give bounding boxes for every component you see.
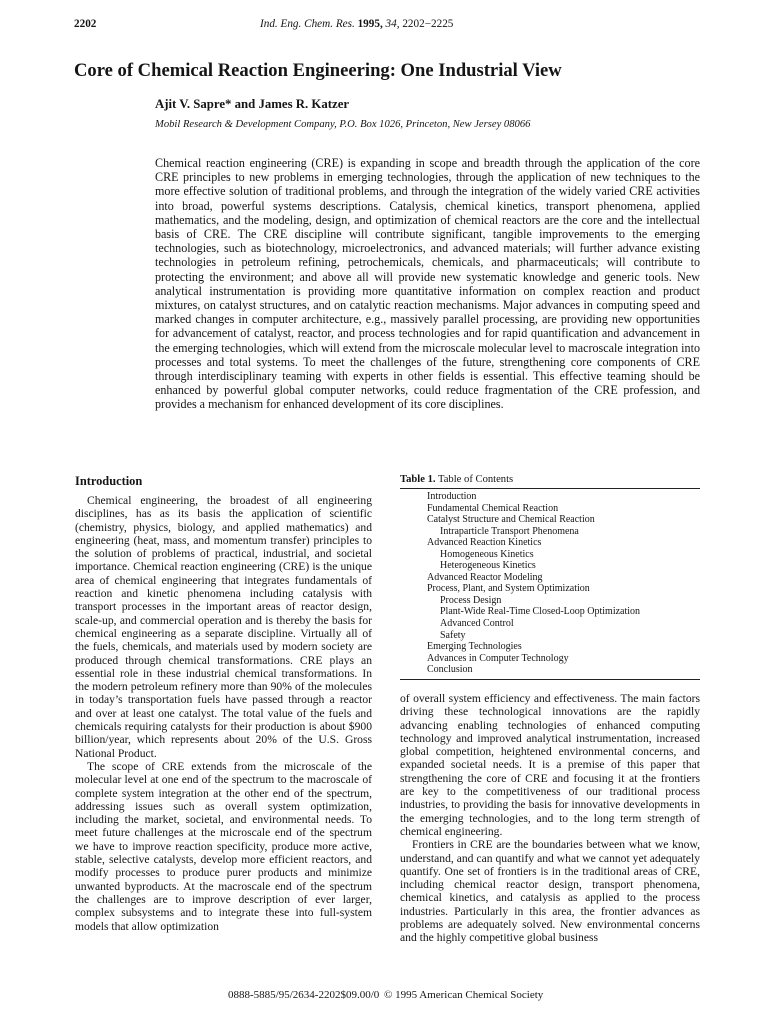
toc-entry: Process, Plant, and System Optimization <box>427 583 590 595</box>
toc-entry: Intraparticle Transport Phenomena <box>440 525 579 537</box>
article-code: 0888-5885/95/2634-2202$09.00/0 <box>228 989 380 1001</box>
right-paragraph-1: of overall system efficiency and effectiveness. The main factors driving these technological innovations are the rapidly advancing enabling technologies of enhanced computing technology and improved analytical instrumentation, increased global competition, heightened environmental concerns, and expanded societal needs. It is a premise of this paper that strengthening the core of CRE and focusing it at the frontiers are key to the competitiveness of our traditional process industries, to providing the basis for innovative developments in the emerging technologies, and to the long term strength of chemical engineering. <box>400 692 700 838</box>
toc-entry: Conclusion <box>427 664 473 676</box>
running-header <box>74 18 694 32</box>
authors: Ajit V. Sapre* and James R. Katzer <box>155 97 350 111</box>
journal-pages: 2202−2225 <box>402 18 454 30</box>
toc-entry: Heterogeneous Kinetics <box>440 560 536 572</box>
journal-volume: 34, <box>385 18 400 30</box>
journal-year: 1995, <box>357 18 383 30</box>
journal-name: Ind. Eng. Chem. Res. <box>260 18 355 30</box>
toc-entry: Advances in Computer Technology <box>427 652 569 664</box>
paper-title: Core of Chemical Reaction Engineering: One Industrial View <box>74 60 562 81</box>
abstract: Chemical reaction engineering (CRE) is expanding in scope and breadth through the application of the core CRE principles to new problems in emerging technologies, through the application of new techniques to the more effective solution of traditional problems, and through the integration of the widely varied CRE activities into broad, powerful systems descriptions. Catalysis, chemical kinetics, transport phenomena, applied mathematics, and the modeling, design, and optimization of chemical reactors are the core and the intellectual basis of CRE. The CRE discipline will contribute significant, tangible improvements to the emerging technologies, such as biotechnology, microelectronics, and advanced materials; will further advance existing technologies in petroleum refining, petrochemicals, chemicals, and pharmaceuticals; will contribute to protecting the environment; and above all will provide new systematic knowledge and generic tools. New analytical instrumentation is providing more quantitative information on complex reaction and product mixtures, on catalyst structures, and on catalytic reaction mechanisms. Major advances in computing speed and marked changes in computer architecture, e.g., massively parallel processing, are providing new opportunities for advancement of catalyst, reactor, and process technologies and for rapid quantification and advancement in the emerging technologies, which will extend from the microscale molecular level to macroscale integration into processes and total systems. To meet the challenges of the future, strengthening core components of CRE through interdisciplinary teaming with experts in other fields is essential. This effective teaming should be enhanced by powerful global computer networks, could reduce fragmentation of the CRE profession, and provides a mechanism for enhanced development of its core disciplines. <box>155 156 700 412</box>
toc-entry: Process Design <box>440 594 502 606</box>
left-column <box>75 494 372 933</box>
introduction-heading: Introduction <box>75 474 143 488</box>
journal-citation <box>260 18 453 30</box>
toc-entry: Advanced Reactor Modeling <box>427 571 543 583</box>
right-column <box>400 692 700 945</box>
toc-entry: Homogeneous Kinetics <box>440 548 534 560</box>
table-caption-text: Table of Contents <box>438 474 514 485</box>
toc-entry: Fundamental Chemical Reaction <box>427 502 559 514</box>
toc-entry: Advanced Control <box>440 618 514 630</box>
toc-entry: Plant-Wide Real-Time Closed-Loop Optimization <box>440 606 641 618</box>
toc-entry: Emerging Technologies <box>427 641 522 653</box>
toc-entry: Introduction <box>427 491 477 502</box>
toc-list <box>400 491 700 676</box>
affiliation: Mobil Research & Development Company, P.O. Box 1026, Princeton, New Jersey 08066 <box>155 119 531 130</box>
copyright: © 1995 American Chemical Society <box>384 989 544 1001</box>
intro-paragraph-2: The scope of CRE extends from the microscale of the molecular level at one end of the spectrum to the macroscale of complete system integration at the other end of the spectrum, addressing issues such as overall system optimization, including the market, societal, and environmental needs. To meet future challenges at the microscale end of the spectrum we have to improve reaction specificity, produce more active, stable, selective catalysts, develop more efficient reactors, and modify processes to produce purer products and minimize unwanted byproducts. At the macroscale end of the spectrum the challenges are to improve description of ever larger, complex subsystems and to integrate these into full-system models that allow optimization <box>75 759 372 933</box>
right-paragraph-2: Frontiers in CRE are the boundaries between what we know, understand, and can quantify and what we cannot yet adequately quantify. One set of frontiers is in the traditional areas of CRE, including chemical reactor design, transport phenomena, chemical kinetics, and catalysis as applied to the process industries. Particularly in this area, the frontier advances as problems are adequately solved. New environmental concerns and the highly competitive global business <box>400 838 700 945</box>
page-number: 2202 <box>74 18 97 30</box>
table-caption <box>400 474 700 485</box>
intro-paragraph-1: Chemical engineering, the broadest of all engineering disciplines, has as its basis the application of scientific (chemistry, physics, biology, and applied mathematics) and engineering (heat, mass, and momentum transfer) principles to the solution of problems of practical, industrial, and societal importance. Chemical reaction engineering (CRE) is the unique area of chemical engineering that integrates fundamentals of reaction and kinetic phenomena including catalysis with transport processes in the important areas of reactor design, scale-up, and commercial operation and is thereby the basis for chemical engineering as a separate discipline. Virtually all of the fuels, chemicals, and materials used by modern society are produced through chemical transformations. CRE plays an essential role in these industrial chemical transformations. In the modern petroleum refinery more than 90% of the molecules in today’s transportation fuels have passed through a reactor and over at least one catalyst. The total value of the fuels and chemicals requiring catalysts for their production is about $900 billion/year, which represents about 20% of the U.S. Gross National Product. <box>75 494 372 760</box>
toc-entry: Catalyst Structure and Chemical Reaction <box>427 514 595 526</box>
table-caption-label: Table 1. <box>400 474 436 485</box>
table-bottom-rule <box>400 679 700 680</box>
toc-entry: Advanced Reaction Kinetics <box>427 537 542 549</box>
table-top-rule <box>400 488 700 489</box>
table-of-contents <box>400 474 700 680</box>
toc-entry: Safety <box>440 629 466 641</box>
